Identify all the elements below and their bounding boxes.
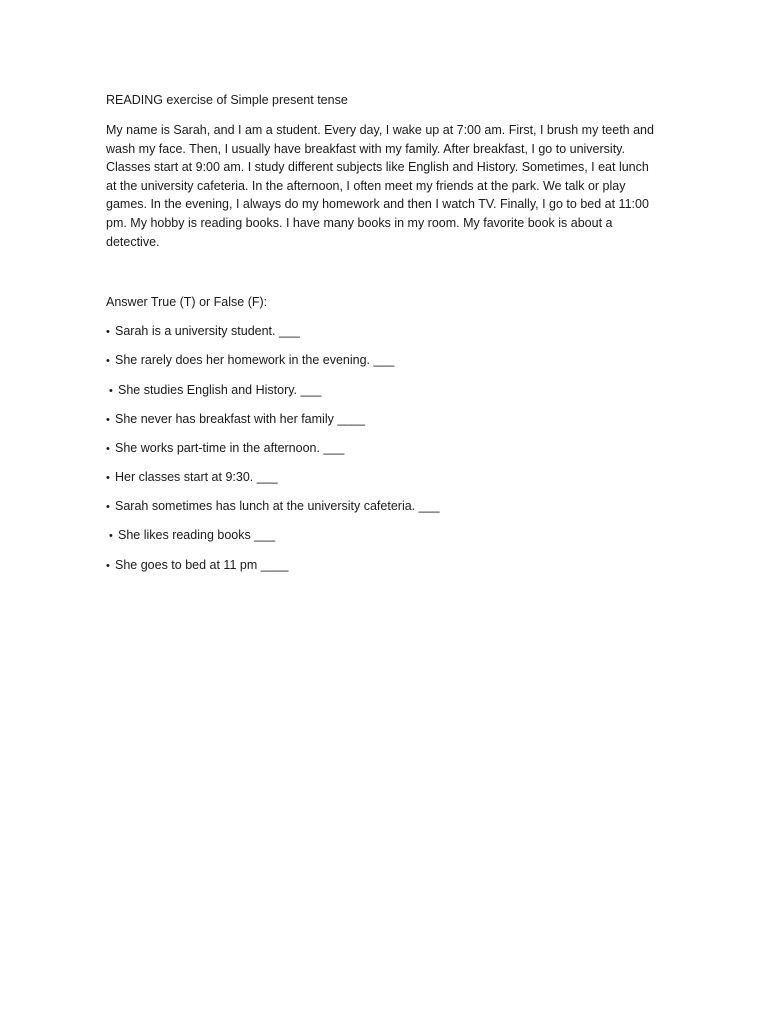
question-item bbox=[106, 352, 662, 368]
question-item bbox=[106, 323, 662, 339]
question-item bbox=[106, 411, 662, 427]
question-text: She goes to bed at 11 pm ____ bbox=[115, 557, 289, 572]
question-item bbox=[106, 440, 662, 456]
bullet-icon: • bbox=[109, 384, 113, 397]
bullet-icon: • bbox=[106, 501, 110, 514]
instructions-text: Answer True (T) or False (F): bbox=[106, 295, 268, 310]
question-text: She likes reading books ___ bbox=[118, 528, 276, 543]
question-text: Sarah is a university student. ___ bbox=[115, 324, 300, 339]
bullet-icon: • bbox=[109, 530, 113, 543]
document-page bbox=[106, 92, 662, 586]
question-text: Sarah sometimes has lunch at the university cafeteria. ___ bbox=[115, 499, 440, 514]
question-item bbox=[106, 382, 662, 398]
bullet-icon: • bbox=[106, 413, 110, 426]
bullet-icon: • bbox=[106, 326, 110, 339]
question-item bbox=[106, 557, 662, 573]
question-item bbox=[106, 498, 662, 514]
bullet-icon: • bbox=[106, 355, 110, 368]
question-list bbox=[106, 323, 662, 573]
question-text: Her classes start at 9:30. ___ bbox=[115, 470, 278, 485]
document-title: READING exercise of Simple present tense bbox=[106, 93, 348, 107]
question-text: She rarely does her homework in the evening. ___ bbox=[115, 353, 395, 368]
bullet-icon: • bbox=[106, 559, 110, 572]
reading-paragraph: My name is Sarah, and I am a student. Every day, I wake up at 7:00 am. First, I brush my teeth and wash my face. Then, I usually have breakfast with my family. After breakfast, I go to university. Classes start at 9:00 am. I study different subjects like English and History. Sometimes, I eat lunch at the university cafeteria. In the afternoon, I often meet my friends at the park. We talk or play games. In the evening, I always do my homework and then I watch TV. Finally, I go to bed at 11:00 pm. My hobby is reading books. I have many books in my room. My favorite book is about a detective. bbox=[106, 123, 654, 249]
bullet-icon: • bbox=[106, 442, 110, 455]
bullet-icon: • bbox=[106, 472, 110, 485]
question-item bbox=[106, 527, 662, 543]
question-text: She studies English and History. ___ bbox=[118, 382, 322, 397]
question-item bbox=[106, 469, 662, 485]
question-text: She works part-time in the afternoon. ___ bbox=[115, 440, 345, 455]
question-text: She never has breakfast with her family ____ bbox=[115, 411, 366, 426]
